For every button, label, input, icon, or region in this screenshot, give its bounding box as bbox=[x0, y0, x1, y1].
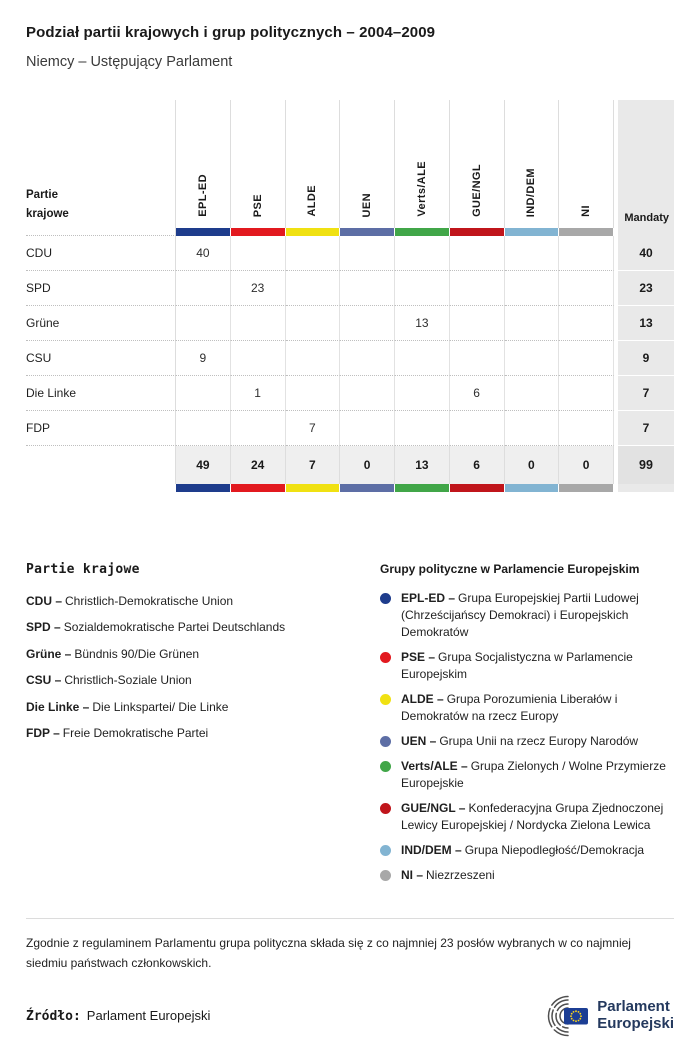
group-color-bar-ni bbox=[559, 484, 614, 492]
value-cell bbox=[286, 376, 341, 411]
total-cell: 0 bbox=[340, 446, 395, 484]
value-cell bbox=[395, 236, 450, 271]
legend-parties-heading: Partie krajowe bbox=[26, 562, 140, 577]
value-cell bbox=[559, 271, 614, 306]
mandaty-total-cell: 99 bbox=[618, 446, 674, 484]
value-cell bbox=[286, 306, 341, 341]
party-name: CDU bbox=[26, 236, 176, 271]
page-title: Podział partii krajowych i grup politycznych – 2004–2009 bbox=[26, 24, 436, 41]
value-cell bbox=[231, 306, 286, 341]
spacer bbox=[26, 446, 176, 484]
column-header-epl-ed: EPL-ED bbox=[176, 100, 231, 228]
total-cell: 49 bbox=[176, 446, 231, 484]
group-color-bar-alde bbox=[286, 484, 341, 492]
mandaty-cell: 23 bbox=[618, 271, 674, 306]
total-cell: 7 bbox=[286, 446, 341, 484]
group-color-bar-verts-ale bbox=[395, 484, 450, 492]
value-cell bbox=[395, 271, 450, 306]
mandaty-header: Mandaty bbox=[618, 100, 674, 228]
value-cell bbox=[450, 341, 505, 376]
value-cell bbox=[340, 306, 395, 341]
source-text: Parlament Europejski bbox=[86, 1007, 211, 1023]
seats-table bbox=[26, 100, 674, 492]
european-parliament-logo bbox=[528, 995, 674, 1037]
legend-party-item: FDP – Freie Demokratische Partei bbox=[26, 725, 209, 740]
mandaty-cell: 7 bbox=[618, 376, 674, 411]
legend-parties bbox=[26, 562, 358, 892]
value-cell bbox=[176, 376, 231, 411]
legend-group-item: Verts/ALE – Grupa Zielonych / Wolne Przymierze Europejskie bbox=[380, 758, 674, 792]
value-cell bbox=[340, 236, 395, 271]
column-header-pse: PSE bbox=[231, 100, 286, 228]
value-cell bbox=[450, 271, 505, 306]
logo-wordmark: Parlament Europejski bbox=[597, 998, 674, 1032]
value-cell bbox=[340, 376, 395, 411]
value-cell bbox=[559, 376, 614, 411]
group-color-bar-gue-ngl bbox=[450, 228, 505, 236]
mandaty-cell: 40 bbox=[618, 236, 674, 271]
mandaty-cell: 9 bbox=[618, 341, 674, 376]
value-cell bbox=[340, 271, 395, 306]
legend-party-item: CSU – Christlich-Soziale Union bbox=[26, 673, 192, 688]
column-header-alde: ALDE bbox=[286, 100, 341, 228]
corner-line1: Partie bbox=[26, 189, 58, 201]
group-color-bar-alde bbox=[286, 228, 341, 236]
group-color-dot-gue-ngl bbox=[380, 803, 391, 814]
group-color-dot-verts-ale bbox=[380, 761, 391, 772]
group-color-bar-ind-dem bbox=[505, 228, 560, 236]
value-cell: 9 bbox=[176, 341, 231, 376]
corner-label bbox=[26, 100, 176, 228]
value-cell bbox=[450, 411, 505, 446]
value-cell bbox=[505, 236, 560, 271]
value-cell bbox=[231, 236, 286, 271]
value-cell: 1 bbox=[231, 376, 286, 411]
group-color-dot-epl-ed bbox=[380, 593, 391, 604]
party-name: CSU bbox=[26, 341, 176, 376]
divider bbox=[26, 918, 674, 919]
total-cell: 6 bbox=[450, 446, 505, 484]
value-cell bbox=[559, 341, 614, 376]
value-cell: 13 bbox=[395, 306, 450, 341]
value-cell bbox=[340, 341, 395, 376]
spacer bbox=[26, 228, 176, 236]
total-cell: 0 bbox=[559, 446, 614, 484]
legend-group-item: IND/DEM – Grupa Niepodległość/Demokracja bbox=[380, 842, 674, 859]
value-cell: 40 bbox=[176, 236, 231, 271]
source-row bbox=[26, 995, 674, 1037]
page-subtitle: Niemcy – Ustępujący Parlament bbox=[26, 54, 233, 70]
group-color-bar-uen bbox=[340, 484, 395, 492]
corner-line2: krajowe bbox=[26, 207, 69, 220]
column-header-ind-dem: IND/DEM bbox=[505, 100, 560, 228]
total-cell: 0 bbox=[505, 446, 560, 484]
footnote: Zgodnie z regulaminem Parlamentu grupa polityczna składa się z co najmniej 23 posłów wybranych w co najmniej siedmiu państwach członkowskich. bbox=[26, 936, 631, 970]
source bbox=[26, 1008, 210, 1024]
hemicycle-eu-flag-icon bbox=[528, 995, 590, 1037]
legend-group-item: GUE/NGL – Konfederacyjna Grupa Zjednoczonej Lewicy Europejskiej / Nordycka Zielona Lewica bbox=[380, 800, 674, 834]
group-color-bar-ni bbox=[559, 228, 614, 236]
value-cell: 6 bbox=[450, 376, 505, 411]
group-color-bar-ind-dem bbox=[505, 484, 560, 492]
value-cell bbox=[450, 306, 505, 341]
column-header-ni: NI bbox=[559, 100, 614, 228]
group-color-bar-uen bbox=[340, 228, 395, 236]
column-header-uen: UEN bbox=[340, 100, 395, 228]
column-header-verts-ale: Verts/ALE bbox=[395, 100, 450, 228]
total-cell: 24 bbox=[231, 446, 286, 484]
value-cell bbox=[286, 236, 341, 271]
value-cell bbox=[286, 341, 341, 376]
mandaty-cell: 13 bbox=[618, 306, 674, 341]
group-color-bar-epl-ed bbox=[176, 228, 231, 236]
spacer bbox=[618, 228, 674, 236]
value-cell bbox=[395, 341, 450, 376]
legend-groups-heading: Grupy polityczne w Parlamencie Europejskim bbox=[380, 562, 640, 576]
value-cell bbox=[395, 376, 450, 411]
value-cell bbox=[340, 411, 395, 446]
party-name: SPD bbox=[26, 271, 176, 306]
group-color-dot-alde bbox=[380, 694, 391, 705]
group-color-bar-gue-ngl bbox=[450, 484, 505, 492]
value-cell bbox=[176, 271, 231, 306]
value-cell bbox=[395, 411, 450, 446]
value-cell bbox=[231, 341, 286, 376]
party-name: Die Linke bbox=[26, 376, 176, 411]
group-color-bar-epl-ed bbox=[176, 484, 231, 492]
value-cell bbox=[176, 411, 231, 446]
legend-group-item: NI – Niezrzeszeni bbox=[380, 867, 674, 884]
mandaty-cell: 7 bbox=[618, 411, 674, 446]
value-cell bbox=[505, 376, 560, 411]
spacer bbox=[618, 484, 674, 492]
value-cell bbox=[505, 306, 560, 341]
group-color-bar-pse bbox=[231, 484, 286, 492]
value-cell bbox=[450, 236, 505, 271]
party-name: Grüne bbox=[26, 306, 176, 341]
value-cell bbox=[286, 271, 341, 306]
legend-section bbox=[26, 562, 674, 892]
total-cell: 13 bbox=[395, 446, 450, 484]
column-header-gue-ngl: GUE/NGL bbox=[450, 100, 505, 228]
value-cell bbox=[559, 411, 614, 446]
source-label: Źródło: bbox=[26, 1008, 81, 1024]
legend-group-item: UEN – Grupa Unii na rzecz Europy Narodów bbox=[380, 733, 674, 750]
legend-group-item: PSE – Grupa Socjalistyczna w Parlamencie Europejskim bbox=[380, 649, 674, 683]
value-cell: 23 bbox=[231, 271, 286, 306]
group-color-bar-pse bbox=[231, 228, 286, 236]
legend-groups bbox=[358, 562, 674, 892]
legend-party-item: CDU – Christlich-Demokratische Union bbox=[26, 594, 234, 608]
legend-party-item: Die Linke – Die Linkspartei/ Die Linke bbox=[26, 699, 229, 714]
group-color-bar-verts-ale bbox=[395, 228, 450, 236]
value-cell bbox=[559, 306, 614, 341]
value-cell bbox=[559, 236, 614, 271]
spacer bbox=[26, 484, 176, 492]
value-cell bbox=[505, 341, 560, 376]
group-color-dot-pse bbox=[380, 652, 391, 663]
value-cell bbox=[505, 271, 560, 306]
value-cell: 7 bbox=[286, 411, 341, 446]
group-color-dot-uen bbox=[380, 736, 391, 747]
legend-group-item: EPL-ED – Grupa Europejskiej Partii Ludowej (Chrześcijańscy Demokraci) i Europejskich Demokratów bbox=[380, 590, 674, 641]
value-cell bbox=[176, 306, 231, 341]
legend-group-item: ALDE – Grupa Porozumienia Liberałów i Demokratów na rzecz Europy bbox=[380, 691, 674, 725]
legend-party-item: Grüne – Bündnis 90/Die Grünen bbox=[26, 646, 200, 661]
party-name: FDP bbox=[26, 411, 176, 446]
legend-party-item: SPD – Sozialdemokratische Partei Deutschlands bbox=[26, 620, 286, 635]
group-color-dot-ni bbox=[380, 870, 391, 881]
value-cell bbox=[505, 411, 560, 446]
group-color-dot-ind-dem bbox=[380, 845, 391, 856]
value-cell bbox=[231, 411, 286, 446]
